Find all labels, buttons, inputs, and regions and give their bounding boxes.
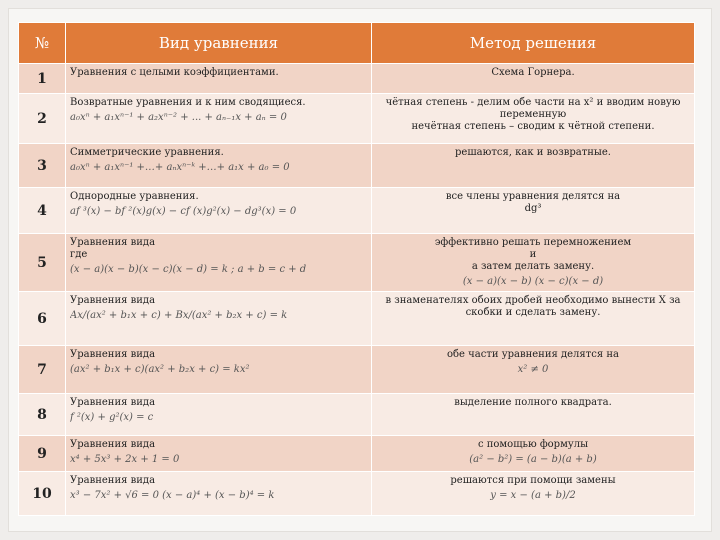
solution-method-cell (372, 188, 695, 234)
equation-type-text: Уравнения вида (70, 295, 156, 306)
table-row (19, 64, 695, 94)
header-number: № (19, 23, 66, 64)
solution-method-cell (372, 64, 695, 94)
equation-formula: a₀xⁿ + a₁xⁿ⁻¹ +…+ aₙxⁿ⁻ᵏ +…+ a₁x + a₀ = 0 (70, 162, 290, 173)
header-solution-method: Метод решения (372, 23, 695, 64)
solution-method-cell (372, 94, 695, 144)
table-row (19, 472, 695, 516)
row-number: 8 (19, 394, 66, 436)
equation-type-text: Симметрические уравнения. (70, 147, 224, 158)
row-number: 6 (19, 292, 66, 346)
method-formula: (a² − b²) = (a − b)(a + b) (469, 454, 597, 465)
equation-type-text: Возвратные уравнения и к ним сводящиеся. (70, 97, 306, 108)
equation-type-text: Уравнения с целыми коэффициентами. (70, 67, 279, 78)
solution-method-text: с помощью формулы (477, 439, 589, 450)
equations-table (18, 22, 695, 516)
equation-type-cell (66, 394, 372, 436)
table-row (19, 188, 695, 234)
solution-method-text: решаются, как и возвратные. (455, 147, 611, 158)
equation-type-text: Уравнения вида (70, 397, 156, 408)
equation-type-cell (66, 346, 372, 394)
equation-formula: Ax/(ax² + b₁x + c) + Bx/(ax² + b₂x + c) = k (70, 310, 288, 321)
table-row (19, 94, 695, 144)
table-header-row (19, 23, 695, 64)
table-row (19, 144, 695, 188)
header-equation-type: Вид уравнения (66, 23, 372, 64)
method-formula: (x − a)(x − b) (x − c)(x − d) (462, 276, 604, 287)
solution-method-cell (372, 394, 695, 436)
solution-method-cell (372, 144, 695, 188)
equation-formula: x⁴ + 5x³ + 2x + 1 = 0 (70, 454, 180, 465)
table-row (19, 436, 695, 472)
equation-type-cell (66, 144, 372, 188)
table-row (19, 394, 695, 436)
equation-formula: (ax² + b₁x + c)(ax² + b₂x + c) = kx² (70, 364, 250, 375)
equation-type-text: Уравнения вида где (70, 237, 156, 260)
equation-type-cell (66, 94, 372, 144)
method-formula: y = x − (a + b)/2 (490, 490, 576, 501)
equation-type-cell (66, 188, 372, 234)
row-number: 7 (19, 346, 66, 394)
solution-method-text: в знаменателях обоих дробей необходимо вынести X за скобки и сделать замену. (385, 295, 681, 318)
row-number: 4 (19, 188, 66, 234)
equation-type-text: Уравнения вида (70, 349, 156, 360)
solution-method-cell (372, 234, 695, 292)
equation-type-cell (66, 472, 372, 516)
equation-formula: f ²(x) + g²(x) = c (70, 412, 154, 423)
table-row (19, 234, 695, 292)
equation-type-text: Однородные уравнения. (70, 191, 199, 202)
row-number: 3 (19, 144, 66, 188)
solution-method-cell (372, 346, 695, 394)
table-row (19, 346, 695, 394)
equation-type-cell (66, 234, 372, 292)
method-formula: x² ≠ 0 (517, 364, 549, 375)
solution-method-text: решаются при помощи замены (450, 475, 616, 486)
solution-method-text: эффективно решать перемножением и а затем делать замену. (434, 237, 632, 272)
row-number: 9 (19, 436, 66, 472)
equation-formula: a₀xⁿ + a₁xⁿ⁻¹ + a₂xⁿ⁻² + ... + aₙ₋₁x + aₙ = 0 (70, 112, 287, 123)
solution-method-text: выделение полного квадрата. (454, 397, 612, 408)
row-number: 2 (19, 94, 66, 144)
solution-method-cell (372, 472, 695, 516)
equation-formula: x³ − 7x² + √6 = 0 (x − a)⁴ + (x − b)⁴ = k (70, 490, 275, 501)
equation-type-cell (66, 64, 372, 94)
solution-method-text: Схема Горнера. (491, 67, 575, 78)
row-number: 5 (19, 234, 66, 292)
equation-type-cell (66, 436, 372, 472)
equation-formula: af ³(x) − bf ²(x)g(x) − cf (x)g²(x) − dg³(x) = 0 (70, 206, 297, 217)
row-number: 1 (19, 64, 66, 94)
solution-method-text: чётная степень - делим обе части на x² и вводим новую переменную нечётная степень – сводим к чётной степени. (385, 97, 681, 132)
equation-type-text: Уравнения вида (70, 475, 156, 486)
solution-method-text: все члены уравнения делятся на dg³ (445, 191, 621, 214)
row-number: 10 (19, 472, 66, 516)
table-row (19, 292, 695, 346)
equation-type-text: Уравнения вида (70, 439, 156, 450)
equation-type-cell (66, 292, 372, 346)
solution-method-cell (372, 292, 695, 346)
solution-method-cell (372, 436, 695, 472)
solution-method-text: обе части уравнения делятся на (447, 349, 619, 360)
equation-formula: (x − a)(x − b)(x − c)(x − d) = k ; a + b = c + d (70, 264, 307, 275)
